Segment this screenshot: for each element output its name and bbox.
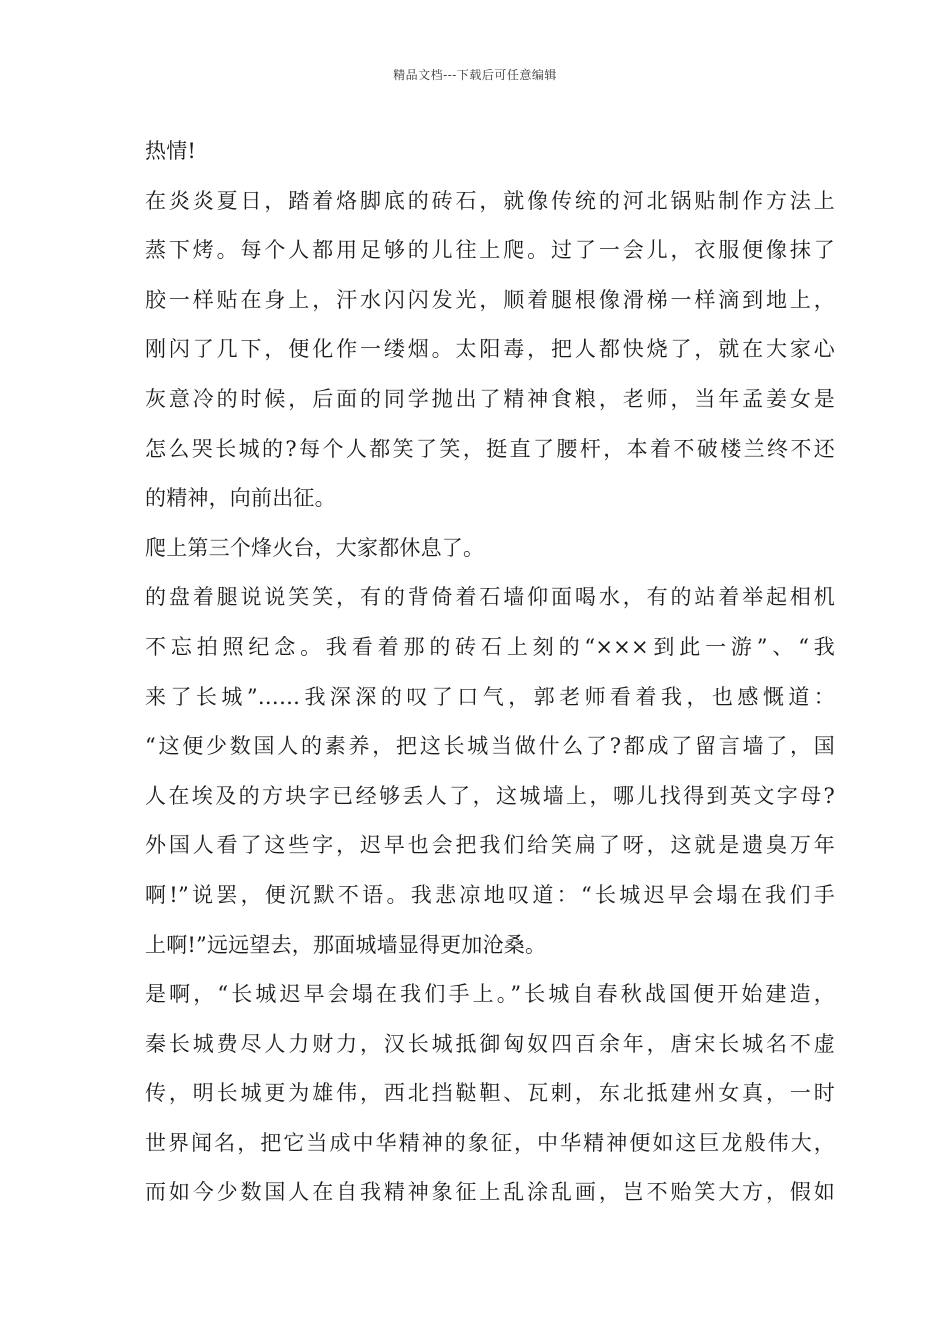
text-line: 怎么哭长城的?每个人都笑了笑，挺直了腰杆，本着不破楼兰终不还 <box>145 436 835 461</box>
text-line: 爬上第三个烽火台，大家都休息了。 <box>145 535 485 560</box>
text-line: 灰意冷的时候，后面的同学抛出了精神食粮，老师，当年孟姜女是 <box>145 386 835 411</box>
text-line: 传，明长城更为雄伟，西北挡鞑靼、瓦剌，东北抵建州女真，一时 <box>145 1081 835 1106</box>
text-line: “这便少数国人的素养，把这长城当做什么了?都成了留言墙了，国 <box>145 734 835 759</box>
text-line: 来了长城”……我深深的叹了口气，郭老师看着我，也感慨道： <box>145 684 835 709</box>
body-text <box>145 136 835 1227</box>
text-line: 刚闪了几下，便化作一缕烟。太阳毒，把人都快烧了，就在大家心 <box>145 337 835 362</box>
text-line: 胶一样贴在身上，汗水闪闪发光，顺着腿根像滑梯一样滴到地上， <box>145 287 835 312</box>
text-line: 的精神，向前出征。 <box>145 486 336 511</box>
text-line: 上啊!”远远望去，那面城墙显得更加沧桑。 <box>145 932 547 957</box>
text-line: 啊!”说罢，便沉默不语。我悲凉地叹道：“长城迟早会塌在我们手 <box>145 882 835 907</box>
text-line: 而如今少数国人在自我精神象征上乱涂乱画，岂不贻笑大方，假如 <box>145 1180 835 1205</box>
text-line: 是啊，“长城迟早会塌在我们手上。”长城自春秋战国便开始建造， <box>145 982 835 1007</box>
text-line: 外国人看了这些字，迟早也会把我们给笑扁了呀，这就是遗臭万年 <box>145 833 835 858</box>
text-line: 人在埃及的方块字已经够丢人了，这城墙上，哪儿找得到英文字母? <box>145 783 835 808</box>
text-line: 蒸下烤。每个人都用足够的儿往上爬。过了一会儿，衣服便像抹了 <box>145 238 835 263</box>
text-line: 不忘拍照纪念。我看着那的砖石上刻的“×××到此一游”、“我 <box>145 634 835 659</box>
text-line: 世界闻名，把它当成中华精神的象征，中华精神便如这巨龙般伟大， <box>145 1130 835 1155</box>
page-header: 精品文档---下载后可任意编辑 <box>393 68 557 82</box>
text-line: 在炎炎夏日，踏着烙脚底的砖石，就像传统的河北锅贴制作方法上 <box>145 188 835 213</box>
text-line: 的盘着腿说说笑笑，有的背倚着石墙仰面喝水，有的站着举起相机 <box>145 585 835 610</box>
text-line: 秦长城费尽人力财力，汉长城抵御匈奴四百余年，唐宋长城名不虚 <box>145 1031 835 1056</box>
text-line: 热情! <box>145 139 197 163</box>
